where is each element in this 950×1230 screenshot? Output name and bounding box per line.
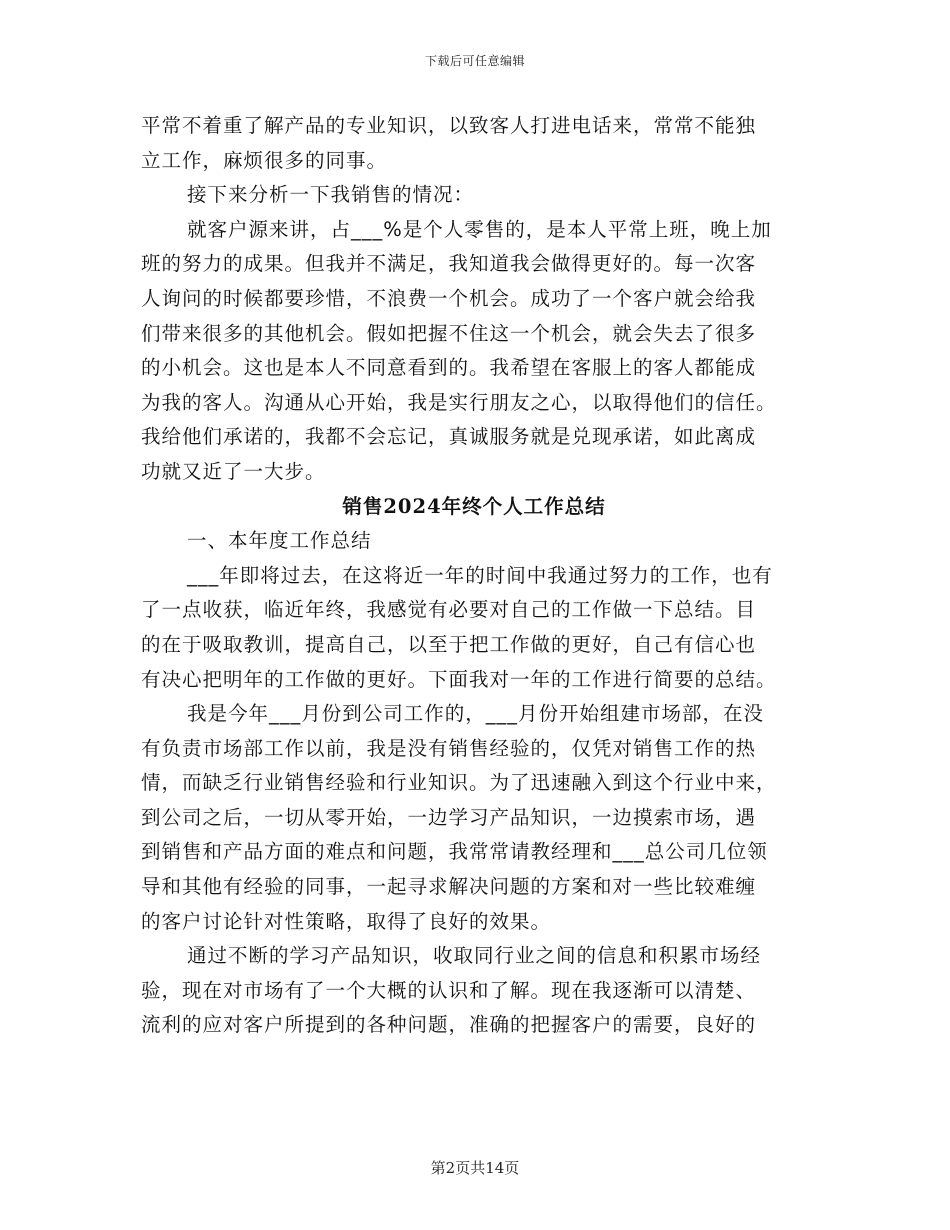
body-line: 通过不断的学习产品知识，收取同行业之间的信息和积累市场经 — [187, 944, 762, 968]
body-line: 的客户讨论针对性策略，取得了良好的效果。 — [141, 909, 552, 933]
body-line: 流利的应对客户所提到的各种问题，准确的把握客户的需要，良好的 — [141, 1013, 757, 1037]
body-line: 有负责市场部工作以前，我是没有销售经验的，仅凭对销售工作的热 — [141, 736, 757, 760]
body-line: 情，而缺乏行业销售经验和行业知识。为了迅速融入到这个行业中来， — [141, 771, 777, 795]
body-line: 到销售和产品方面的难点和问题，我常常请教经理和___总公司几位领 — [141, 840, 768, 864]
body-line: ___年即将过去，在这将近一年的时间中我通过努力的工作，也有 — [187, 563, 773, 587]
body-line: 们带来很多的其他机会。假如把握不住这一个机会，就会失去了很多 — [141, 321, 757, 345]
body-line: 了一点收获，临近年终，我感觉有必要对自己的工作做一下总结。目 — [141, 598, 757, 622]
body-line: 到公司之后，一切从零开始，一边学习产品知识，一边摸索市场，遇 — [141, 805, 757, 829]
section-title: 销售2024年终个人工作总结 — [342, 494, 606, 518]
section-heading: 一、本年度工作总结 — [187, 529, 372, 553]
body-line: 验，现在对市场有了一个大概的认识和了解。现在我逐渐可以清楚、 — [141, 978, 757, 1002]
document-body — [141, 109, 807, 1043]
body-line: 平常不着重了解产品的专业知识，以致客人打进电话来，常常不能独 — [141, 114, 757, 137]
page-number: 第2页共14页 — [430, 1159, 520, 1177]
header-note: 下载后可任意编辑 — [424, 54, 525, 68]
body-line: 功就又近了一大步。 — [141, 459, 326, 483]
body-line: 班的努力的成果。但我并不满足，我知道我会做得更好的。每一次客 — [141, 252, 757, 276]
body-line: 就客户源来讲，占___%是个人零售的，是本人平常上班，晚上加 — [187, 217, 772, 241]
body-line: 我是今年___月份到公司工作的，___月份开始组建市场部，在没 — [187, 702, 765, 726]
body-line: 人询问的时候都要珍惜，不浪费一个机会。成功了一个客户就会给我 — [141, 286, 757, 310]
body-line: 接下来分析一下我销售的情况： — [187, 183, 475, 207]
body-line: 的在于吸取教训，提高自己，以至于把工作做的更好，自己有信心也 — [141, 632, 757, 656]
body-line: 有决心把明年的工作做的更好。下面我对一年的工作进行简要的总结。 — [141, 667, 777, 691]
body-line: 为我的客人。沟通从心开始，我是实行朋友之心，以取得他们的信任。 — [141, 390, 777, 414]
body-line: 的小机会。这也是本人不同意看到的。我希望在客服上的客人都能成 — [141, 356, 757, 380]
body-line: 我给他们承诺的，我都不会忘记，真诚服务就是兑现承诺，如此离成 — [141, 425, 757, 449]
body-line: 立工作，麻烦很多的同事。 — [141, 148, 388, 172]
body-line: 导和其他有经验的同事，一起寻求解决问题的方案和对一些比较难缠 — [141, 875, 757, 899]
